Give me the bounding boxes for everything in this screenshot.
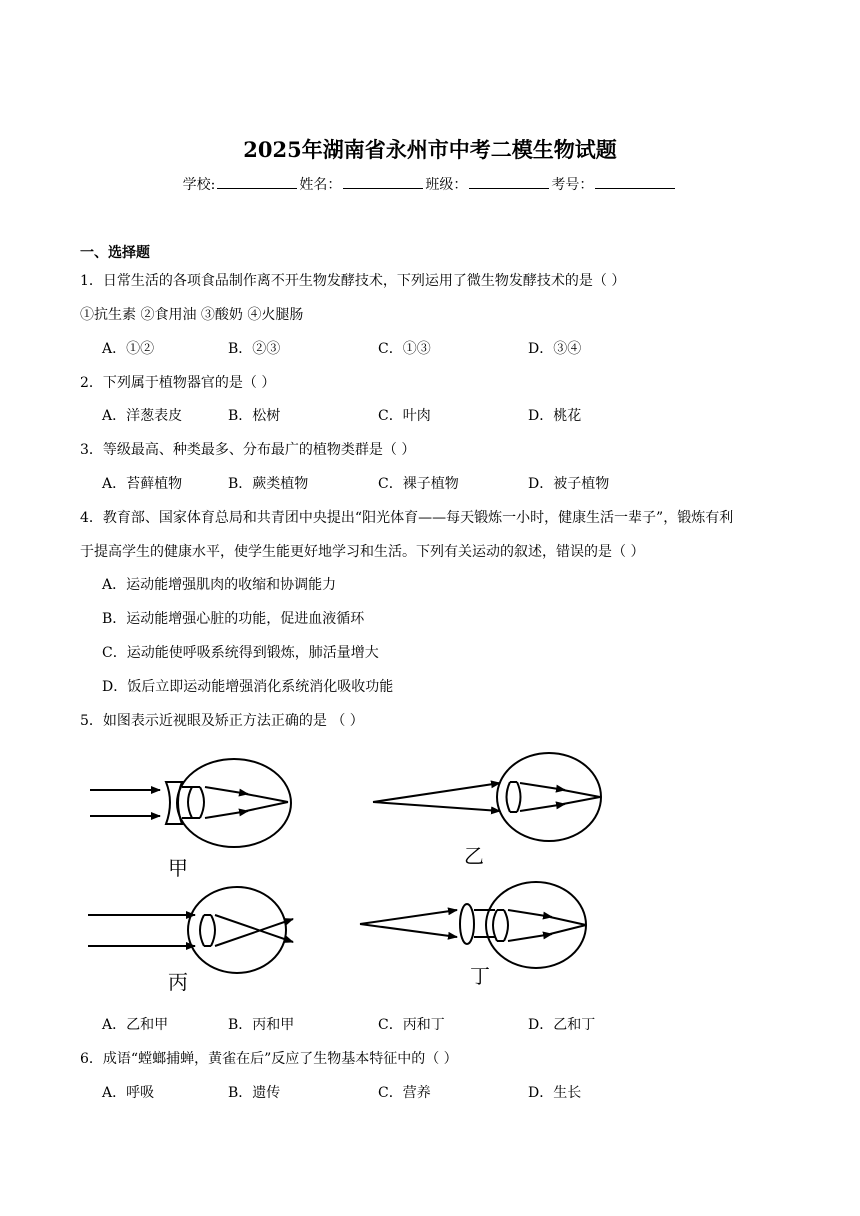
q6-option-d[interactable]: D．生长 [528,1085,582,1101]
question-5-stem: 5．如图表示近视眼及矫正方法正确的是 （ ） [80,713,364,729]
diagram-yi [373,753,601,841]
figure-label-yi: 乙 [464,844,484,868]
question-4-stem-line2: 于提高学生的健康水平，使学生能更好地学习和生活。下列有关运动的叙述，错误的是（ ） [80,544,645,560]
figure-label-bing: 丙 [168,970,188,994]
q1-option-b[interactable]: B．②③ [228,341,281,357]
q4-option-b[interactable]: B．运动能增强心脏的功能，促进血液循环 [102,611,365,627]
diagram-ding [360,882,586,968]
class-label: 班级： [425,177,468,193]
q3-option-c[interactable]: C．裸子植物 [378,476,459,492]
q5-option-b[interactable]: B．丙和甲 [228,1017,295,1033]
question-1-extra: ①抗生素 ②食用油 ③酸奶 ④火腿肠 [80,307,304,323]
question-2-stem: 2．下列属于植物器官的是（ ） [80,375,276,391]
q1-option-a[interactable]: A．①② [102,341,155,357]
q1-option-c[interactable]: C．①③ [378,341,431,357]
diagram-bing [88,887,293,973]
q6-option-a[interactable]: A．呼吸 [102,1085,155,1101]
exam-no-label: 考号： [551,177,594,193]
diagram-jia [90,759,291,847]
section-heading: 一、选择题 [80,245,150,261]
q6-option-c[interactable]: C．营养 [378,1085,431,1101]
q3-option-a[interactable]: A．苔藓植物 [102,476,183,492]
question-3-stem: 3．等级最高、种类最多、分布最广的植物类群是（ ） [80,442,416,458]
q5-option-d[interactable]: D．乙和丁 [528,1017,596,1033]
question-1-stem: 1．日常生活的各项食品制作离不开生物发酵技术，下列运用了微生物发酵技术的是（ ） [80,273,626,289]
q4-option-c[interactable]: C．运动能使呼吸系统得到锻炼，肺活量增大 [102,645,379,661]
school-label: 学校: [182,177,216,193]
q5-option-a[interactable]: A．乙和甲 [102,1017,169,1033]
q4-option-d[interactable]: D．饭后立即运动能增强消化系统消化吸收功能 [102,679,394,695]
q4-option-a[interactable]: A．运动能增强肌肉的收缩和协调能力 [102,577,337,593]
question-6-stem: 6．成语“螳螂捕蝉，黄雀在后”反应了生物基本特征中的（ ） [80,1051,458,1067]
page-title: 2025年湖南省永州市中考二模生物试题 [243,137,617,162]
name-label: 姓名： [299,177,342,193]
q2-option-b[interactable]: B．松树 [228,408,281,424]
q3-option-d[interactable]: D．被子植物 [528,476,610,492]
question-4-stem-line1: 4．教育部、国家体育总局和共青团中央提出“阳光体育——每天锻炼一小时，健康生活一辈子”，锻炼有利 [80,510,734,526]
q3-option-b[interactable]: B．蕨类植物 [228,476,309,492]
figure-label-ding: 丁 [470,964,490,988]
q1-option-d[interactable]: D．③④ [528,341,582,357]
q5-option-c[interactable]: C．丙和丁 [378,1017,445,1033]
q6-option-b[interactable]: B．遗传 [228,1085,281,1101]
q2-option-c[interactable]: C．叶肉 [378,408,431,424]
q2-option-d[interactable]: D．桃花 [528,408,582,424]
figure-label-jia: 甲 [168,856,188,880]
q2-option-a[interactable]: A．洋葱表皮 [102,408,183,424]
